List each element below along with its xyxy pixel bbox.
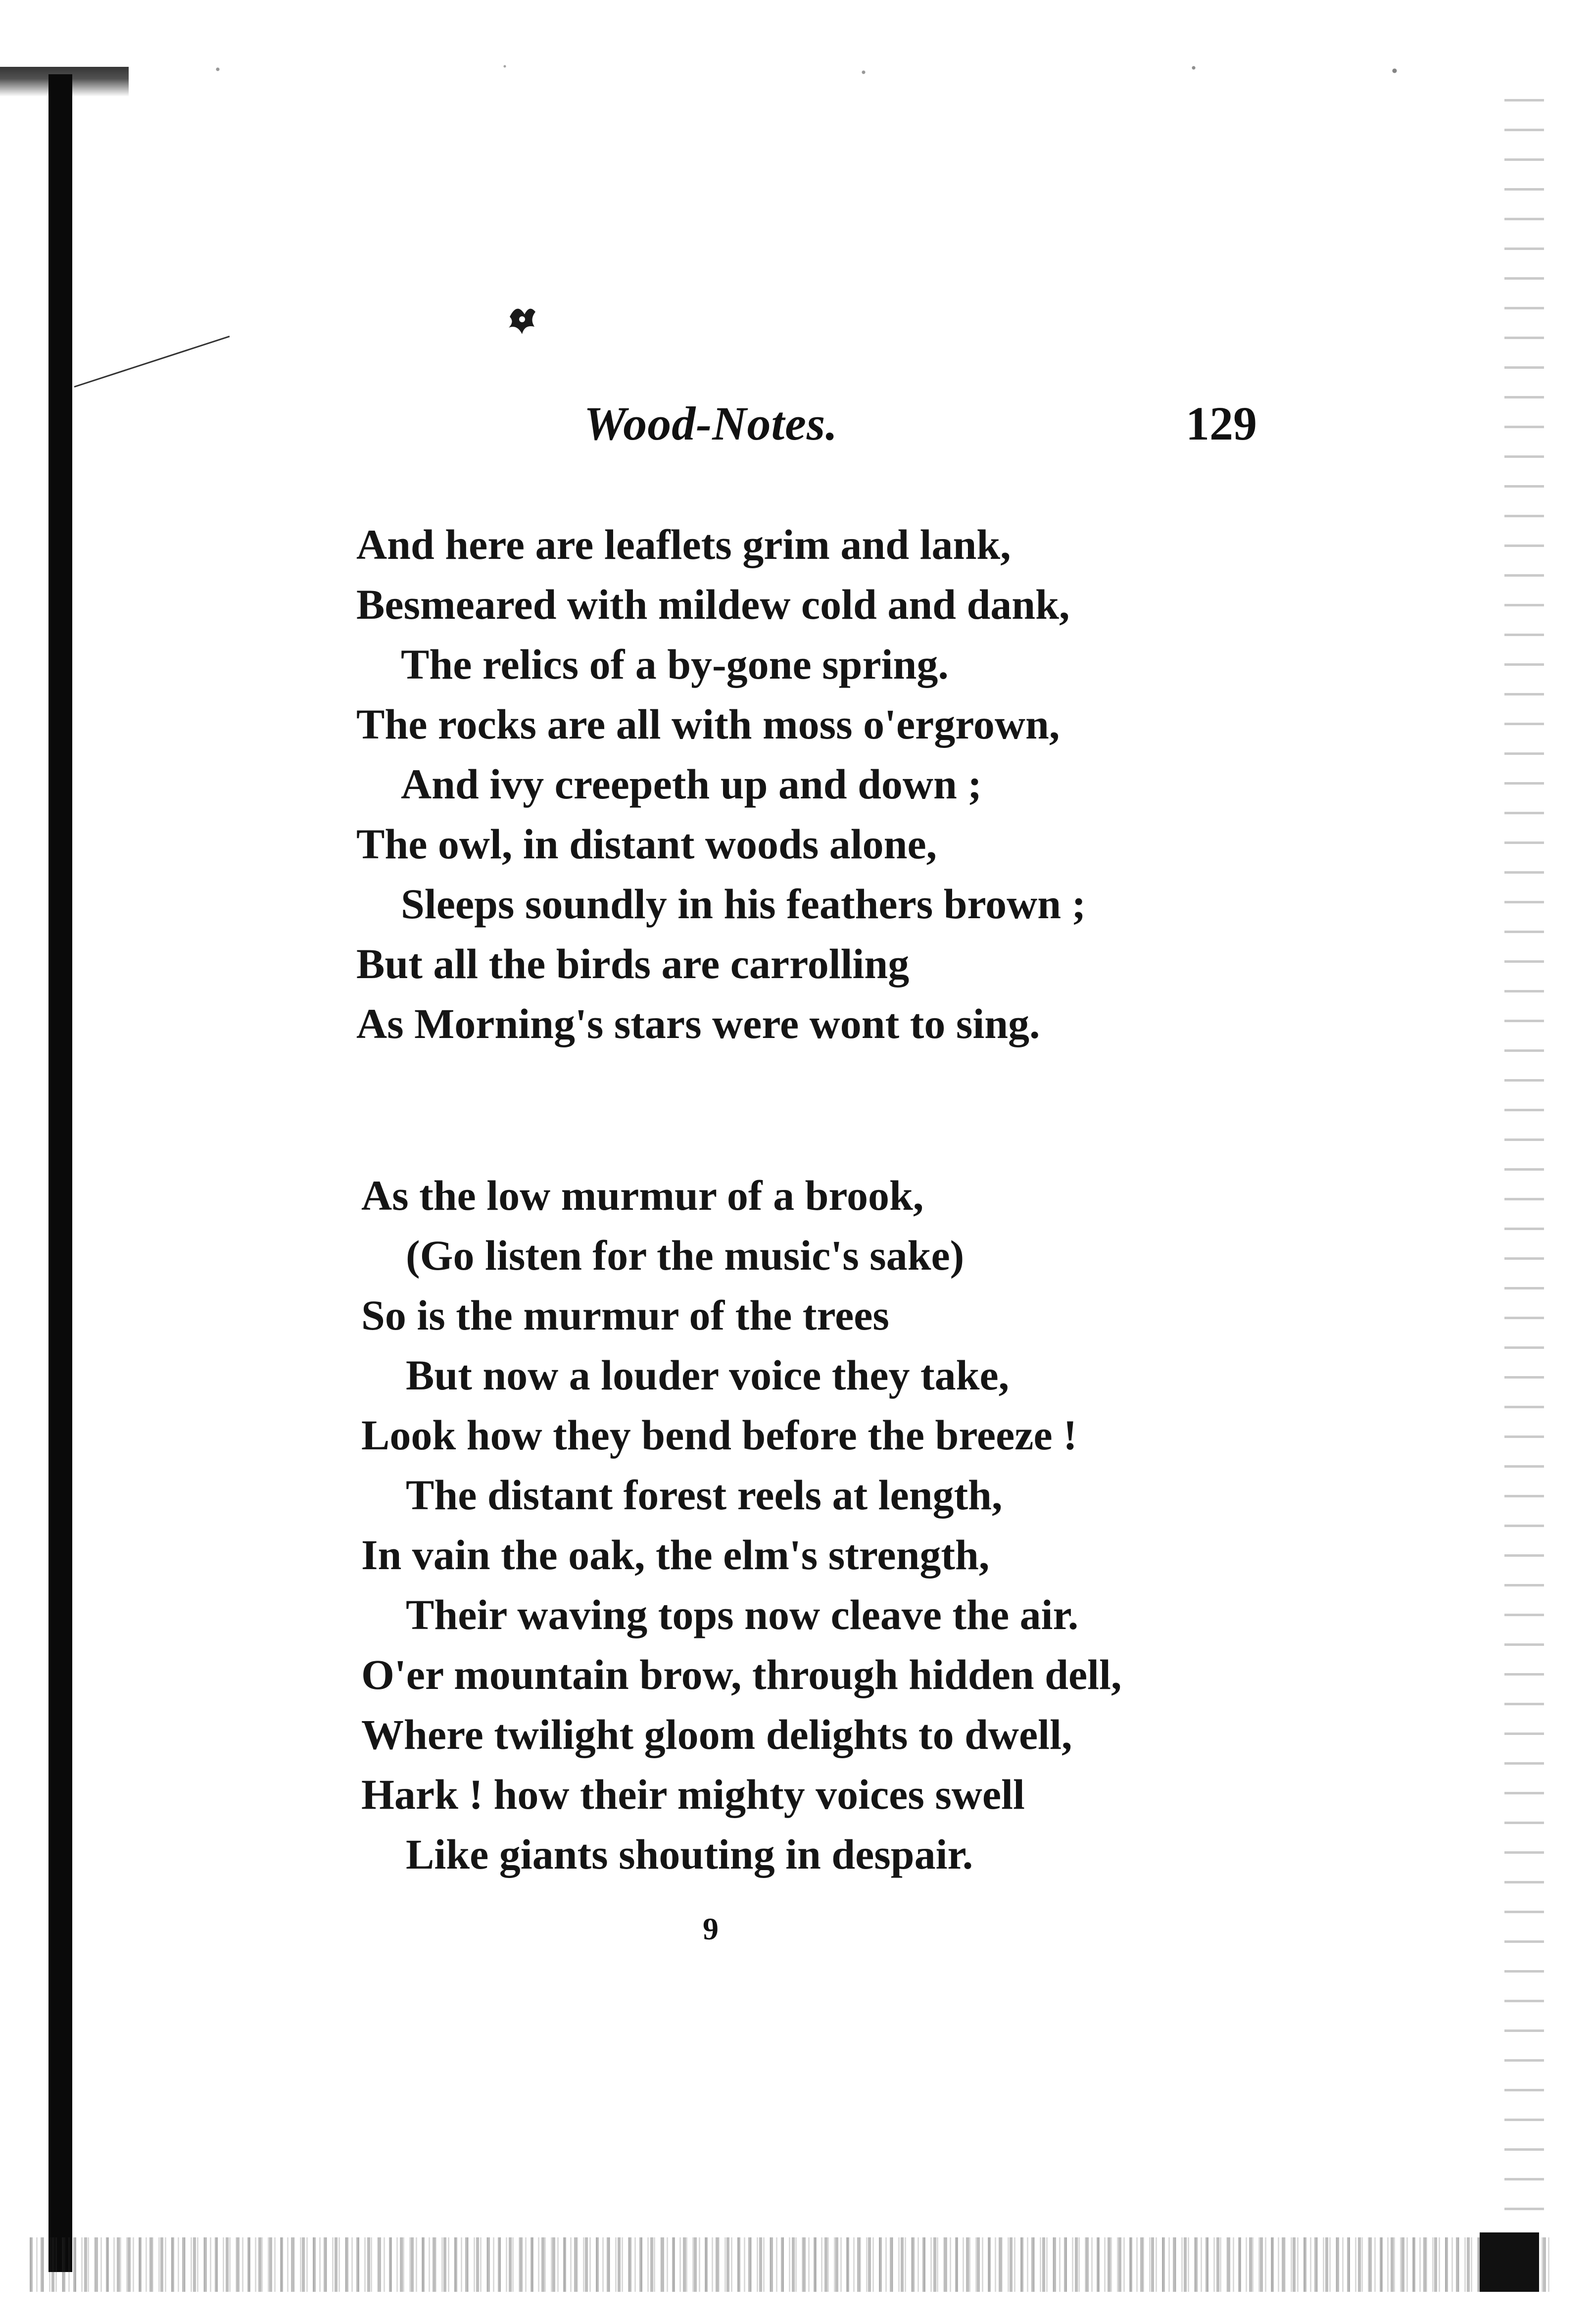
pencil-mark [74,336,230,388]
top-edge-speckle [74,54,1509,84]
binding-gutter [48,74,72,2272]
verse-line: But now a louder voice they take, [406,1351,1010,1399]
verse-line: The owl, in distant woods alone, [356,820,937,868]
verse-line: And here are leaflets grim and lank, [356,521,1011,568]
verse-line: Sleeps soundly in his feathers brown ; [401,880,1086,928]
verse-line: As Morning's stars were wont to sing. [356,1000,1040,1047]
stanza [356,515,1086,1054]
verse-line: O'er mountain brow, through hidden dell, [361,1651,1122,1698]
corner-shadow [1480,2232,1539,2292]
running-title: Wood-Notes. [584,397,838,450]
verse-line: And ivy creepeth up and down ; [401,760,982,808]
verse-line: Hark ! how their mighty voices swell [361,1771,1025,1818]
verse-line: Besmeared with mildew cold and dank, [356,581,1070,628]
verse-line: The relics of a by-gone spring. [401,641,949,688]
page-number: 129 [1186,397,1257,450]
verse-line: In vain the oak, the elm's strength, [361,1531,990,1579]
verse-line: (Go listen for the music's sake) [406,1232,965,1279]
verse-line: Look how they bend before the breeze ! [361,1411,1077,1459]
verse-line: Where twilight gloom delights to dwell, [361,1711,1072,1758]
verse-line: The rocks are all with moss o'ergrown, [356,700,1060,748]
verse-line: Their waving tops now cleave the air. [406,1591,1079,1638]
verse-line: The distant forest reels at length, [406,1471,1003,1519]
verse-line: Like giants shouting in despair. [406,1830,973,1878]
bottom-edge-speckle [30,2237,1554,2292]
stanza [361,1166,1121,1884]
right-edge-speckle [1504,99,1544,2237]
verse-line: So is the murmur of the trees [361,1291,889,1339]
verse-line: As the low murmur of a brook, [361,1172,924,1219]
signature-mark: 9 [703,1911,719,1946]
ornament-icon [500,297,544,342]
running-header [584,396,1257,465]
verse-line: But all the birds are carrolling [356,940,910,988]
